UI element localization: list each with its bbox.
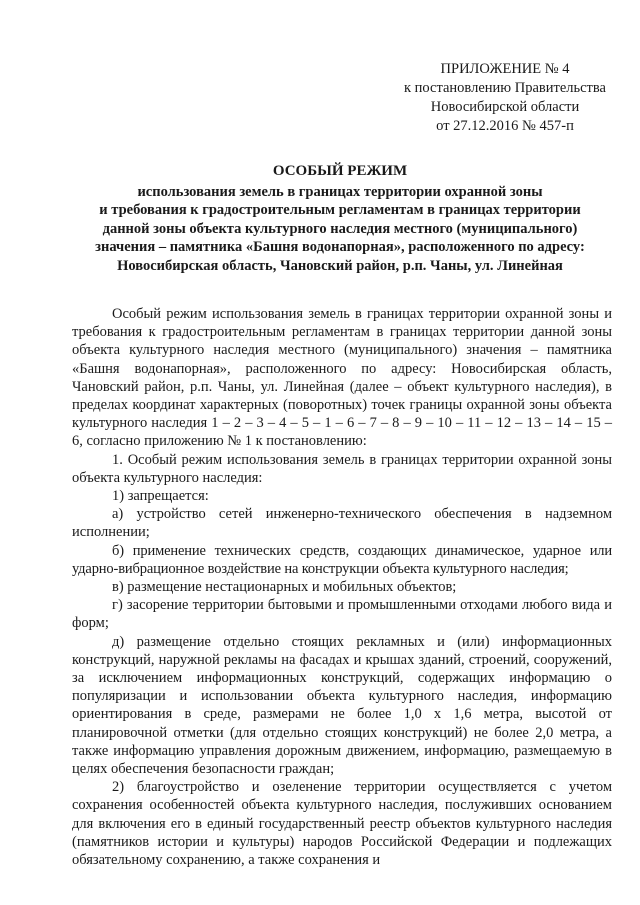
intro-paragraph: Особый режим использования земель в границах территории охранной зоны и требования к градостроительным регламентам в границах территории данной зоны объекта культурного наследия местного (муниципального) значения – памятника «Башня водонапорная», расположенного по адресу: Новосибирская область, Чановский район, р.п. Чаны, ул. Линейная (далее – объект культурного наследия), в пределах координат характерных (поворотных) точек границы охранной зоны объекта культурного наследия 1 – 2 – 3 – 4 – 5 – 1 – 6 – 7 – 8 – 9 – 10 – 11 – 12 – 13 – 14 – 15 – 6, согласно приложению № 1 к постановлению: (72, 306, 612, 450)
item-b: б) применение технических средств, создающих динамическое, ударное или ударно-вибрационное воздействие на конструкции объекта культурного наследия; (72, 542, 612, 577)
title-line: и требования к градостроительным регламентам в границах территории (99, 202, 581, 218)
section-1-heading: 1. Особый режим использования земель в границах территории охранной зоны объекта культурного наследия: (72, 451, 612, 486)
item-a: а) устройство сетей инженерно-технического обеспечения в надземном исполнении; (72, 506, 612, 541)
title-line: значения – памятника «Башня водонапорная», расположенного по адресу: (95, 239, 585, 255)
item-d: д) размещение отдельно стоящих рекламных и (или) информационных конструкций, наружной рекламы на фасадах и крышах зданий, строений, сооружений, за исключением информационных конструкций, содержащих информацию о популяризации и использовании объекта культурного наследия, информацию ориентирования в среде, размерами не более 1,0 х 1,6 метра, высотой от планировочной отметки (для отдельно стоящих конструкций) не более 2,0 метра, а также информацию управления дорожным движением, информацию, размещаемую в целях обеспечения безопасности граждан; (72, 633, 612, 778)
title-line: Новосибирская область, Чановский район, р.п. Чаны, ул. Линейная (117, 257, 563, 274)
appendix-reference: к постановлению Правительства (404, 80, 606, 96)
title-line: использования земель в границах территории охранной зоны (137, 183, 543, 200)
document-title (60, 162, 620, 275)
document-body (72, 305, 612, 869)
item-1-prohibited: 1) запрещается: (112, 488, 209, 505)
appendix-header (390, 60, 620, 136)
item-v: в) размещение нестационарных и мобильных объектов; (112, 579, 457, 596)
item-2-landscaping: 2) благоустройство и озеленение территории осуществляется с учетом сохранения особенностей объекта культурного наследия, послуживших основанием для включения его в единый государственный реестр объектов культурного наследия (памятников истории и культуры) народов Российской Федерации и подлежащих обязательному сохранению, а также сохранения и (72, 779, 612, 869)
appendix-region: Новосибирской области (430, 99, 580, 115)
title-line: данной зоны объекта культурного наследия местного (муниципального) (102, 220, 578, 237)
appendix-date-number: от 27.12.2016 № 457-п (436, 118, 574, 134)
title-main: ОСОБЫЙ РЕЖИМ (272, 163, 408, 179)
appendix-number: ПРИЛОЖЕНИЕ № 4 (440, 61, 570, 77)
item-g: г) засорение территории бытовыми и промышленными отходами любого вида и форм; (72, 597, 612, 632)
